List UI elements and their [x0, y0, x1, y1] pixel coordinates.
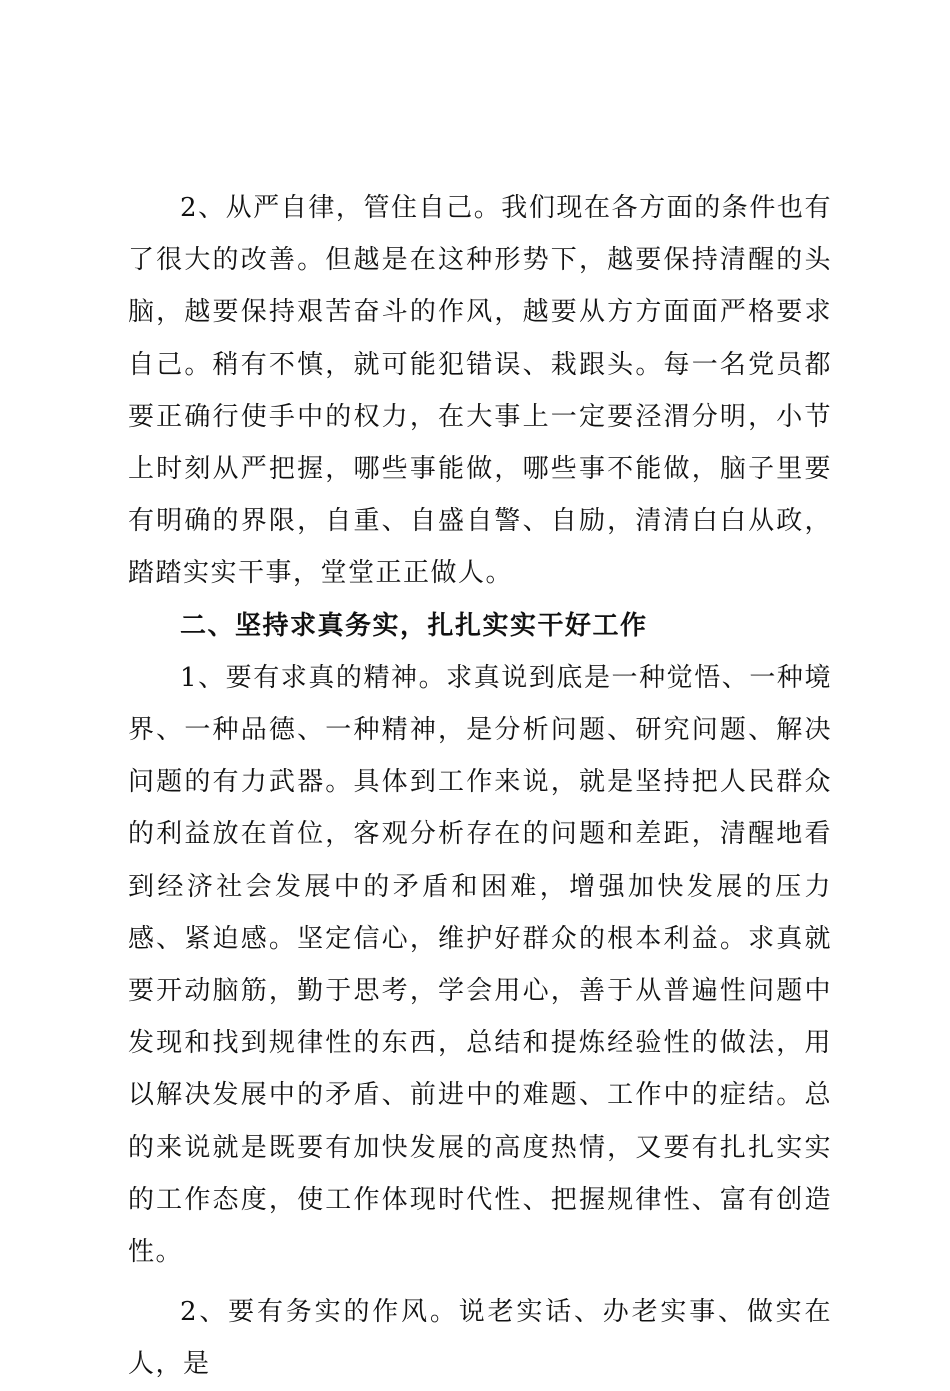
- paragraph-seek-truth-spirit: 1、要有求真的精神。求真说到底是一种觉悟、一种境界、一种品德、一种精神，是分析问题、研究问题、解决问题的有力武器。具体到工作来说，就是坚持把人民群众的利益放在首位，客观分析存在的问题和差距，清醒地看到经济社会发展中的矛盾和困难，增强加快发展的压力感、紧迫感。坚定信心，维护好群众的根本利益。求真就要开动脑筋，勤于思考，学会用心，善于从普遍性问题中发现和找到规律性的东西，总结和提炼经验性的做法，用以解决发展中的矛盾、前进中的难题、工作中的症结。总的来说就是既要有加快发展的高度热情，又要有扎扎实实的工作态度，使工作体现时代性、把握规律性、富有创造性。: [128, 662, 832, 1268]
- document-body: [128, 182, 832, 1391]
- paragraph-pragmatic-style: 2、要有务实的作风。说老实话、办老实事、做实在人，是: [128, 1297, 832, 1380]
- section-heading-seek-truth: 二、坚持求真务实，扎扎实实干好工作: [180, 610, 648, 641]
- paragraph-self-discipline: 2、从严自律，管住自己。我们现在各方面的条件也有了很大的改善。但越是在这种形势下，越要保持清醒的头脑，越要保持艰苦奋斗的作风，越要从方方面面严格要求自己。稍有不慎，就可能犯错误、栽跟头。每一名党员都要正确行使手中的权力，在大事上一定要泾渭分明，小节上时刻从严把握，哪些事能做，哪些事不能做，脑子里要有明确的界限，自重、自盛自警、自励，清清白白从政，踏踏实实干事，堂堂正正做人。: [128, 193, 832, 589]
